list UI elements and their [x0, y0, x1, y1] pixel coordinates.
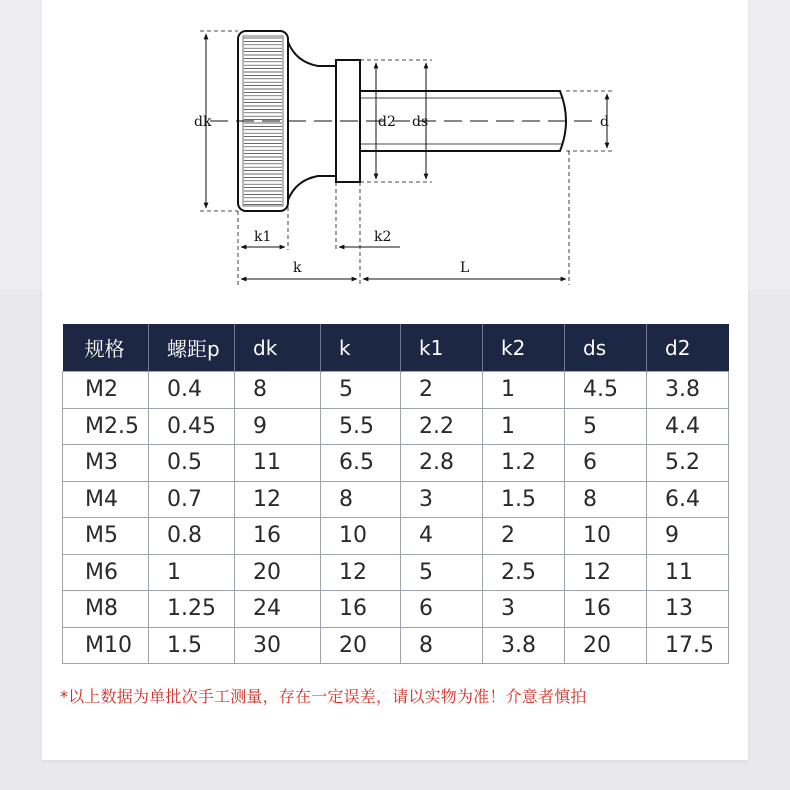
table-cell: 24: [235, 591, 321, 628]
label-d: d: [600, 114, 609, 130]
table-header-row: [63, 324, 729, 372]
header-ds: ds: [565, 324, 647, 372]
table-row: [63, 554, 729, 591]
table-cell: 5: [565, 408, 647, 445]
table-cell: 1.5: [149, 627, 235, 664]
header-k1: k1: [401, 324, 483, 372]
table-cell: 0.5: [149, 445, 235, 482]
table-cell: M6: [63, 554, 149, 591]
table-cell: 1.5: [483, 481, 565, 518]
table-cell: 6.5: [321, 445, 401, 482]
table-cell: 12: [321, 554, 401, 591]
table-row: [63, 627, 729, 664]
table-cell: 13: [647, 591, 729, 628]
table-cell: M3: [63, 445, 149, 482]
table-row: [63, 518, 729, 555]
table-cell: 1: [483, 372, 565, 409]
table-cell: 1.2: [483, 445, 565, 482]
screw-dimension-diagram: [0, 0, 790, 300]
table-cell: 20: [235, 554, 321, 591]
table-row: [63, 408, 729, 445]
table-cell: M2.5: [63, 408, 149, 445]
table-cell: 4.5: [565, 372, 647, 409]
table-cell: 17.5: [647, 627, 729, 664]
table-cell: 2: [401, 372, 483, 409]
table-row: [63, 445, 729, 482]
table-cell: M8: [63, 591, 149, 628]
table-cell: 5.5: [321, 408, 401, 445]
table-cell: 2.8: [401, 445, 483, 482]
table-cell: 4.4: [647, 408, 729, 445]
header-pitch: 螺距p: [149, 324, 235, 372]
table-cell: M10: [63, 627, 149, 664]
table-row: [63, 372, 729, 409]
table-cell: 3: [483, 591, 565, 628]
table-cell: 3: [401, 481, 483, 518]
table-body: [63, 372, 729, 664]
header-k: k: [321, 324, 401, 372]
table-cell: 9: [235, 408, 321, 445]
table-cell: 5: [401, 554, 483, 591]
table-cell: 10: [565, 518, 647, 555]
table-cell: 5: [321, 372, 401, 409]
table-cell: 20: [321, 627, 401, 664]
table-row: [63, 481, 729, 518]
label-k1: k1: [254, 229, 272, 245]
table-cell: 8: [321, 481, 401, 518]
table-cell: 2.5: [483, 554, 565, 591]
table-cell: 6: [565, 445, 647, 482]
table-cell: 0.7: [149, 481, 235, 518]
table-cell: M4: [63, 481, 149, 518]
label-k2: k2: [374, 229, 392, 245]
table-cell: 1: [483, 408, 565, 445]
table-cell: 20: [565, 627, 647, 664]
label-d2: d2: [378, 114, 396, 130]
table-cell: 11: [235, 445, 321, 482]
label-L: L: [460, 260, 470, 276]
table-cell: 12: [565, 554, 647, 591]
table-cell: 2: [483, 518, 565, 555]
header-d2: d2: [647, 324, 729, 372]
header-k2: k2: [483, 324, 565, 372]
table-cell: 0.8: [149, 518, 235, 555]
table-cell: 30: [235, 627, 321, 664]
table-cell: 12: [235, 481, 321, 518]
table-cell: M2: [63, 372, 149, 409]
table-cell: 8: [235, 372, 321, 409]
label-dk: dk: [194, 114, 212, 130]
table-cell: 3.8: [647, 372, 729, 409]
table-cell: 4: [401, 518, 483, 555]
spec-table: [62, 324, 729, 664]
table-cell: 16: [235, 518, 321, 555]
table-cell: 6: [401, 591, 483, 628]
table-cell: 16: [321, 591, 401, 628]
table-cell: M5: [63, 518, 149, 555]
table-cell: 8: [401, 627, 483, 664]
table-cell: 9: [647, 518, 729, 555]
table-row: [63, 591, 729, 628]
table-cell: 2.2: [401, 408, 483, 445]
table-cell: 0.4: [149, 372, 235, 409]
disclaimer-note: *以上数据为单批次手工测量，存在一定误差，请以实物为准！介意者慎拍: [60, 687, 587, 706]
table-cell: 6.4: [647, 481, 729, 518]
table-cell: 11: [647, 554, 729, 591]
table-cell: 1.25: [149, 591, 235, 628]
table-cell: 5.2: [647, 445, 729, 482]
header-dk: dk: [235, 324, 321, 372]
label-k: k: [293, 260, 302, 276]
label-ds: ds: [412, 114, 429, 130]
table-cell: 8: [565, 481, 647, 518]
header-size: 规格: [63, 324, 149, 372]
table-cell: 10: [321, 518, 401, 555]
table-cell: 16: [565, 591, 647, 628]
table-cell: 3.8: [483, 627, 565, 664]
table-cell: 0.45: [149, 408, 235, 445]
table-cell: 1: [149, 554, 235, 591]
